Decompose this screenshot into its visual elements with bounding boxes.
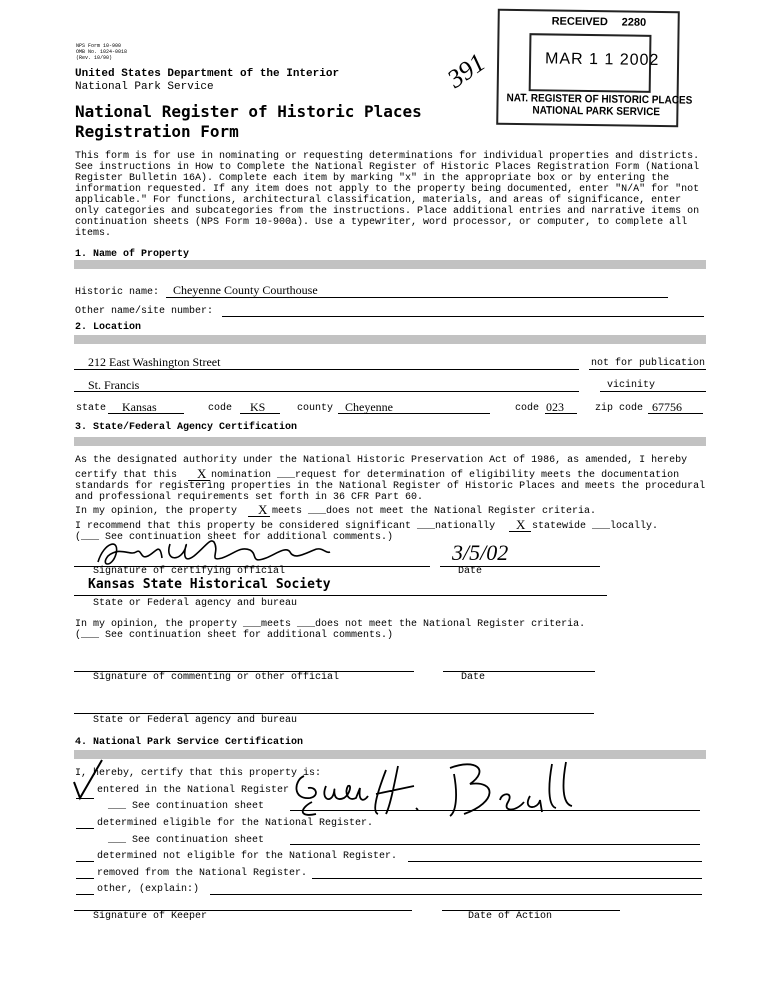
form-title: National Register of Historic Places: [75, 102, 422, 121]
section-2-heading: 2. Location: [75, 322, 142, 333]
removed-label: removed from the National Register.: [97, 868, 308, 879]
intro-line: This form is for use in nominating or requesting determinations for individual properties and districts.: [75, 151, 700, 162]
nfp-line: [589, 369, 706, 370]
see-continuation-1: ___ See continuation sheet: [108, 801, 265, 812]
revision: (Rev. 10/90): [76, 55, 113, 61]
section-divider: [74, 335, 706, 344]
intro-line: See instructions in How to Complete the National Register of Historic Places Registration Form (National: [75, 162, 700, 173]
vicinity[interactable]: vicinity: [607, 380, 656, 391]
statewide-mark[interactable]: X: [516, 517, 526, 532]
eligible-checkbox[interactable]: [76, 828, 94, 829]
see-continuation-2: ___ See continuation sheet: [108, 835, 265, 846]
intro-line: applicable." For functions, architectural classification, materials, and areas of significance, enter: [75, 195, 682, 206]
not-eligible-line: [408, 861, 702, 862]
removed-line: [312, 878, 702, 879]
commenting-date-label: Date: [461, 672, 486, 683]
agency-line: [74, 595, 607, 596]
section-divider: [74, 260, 706, 269]
intro-line: continuation sheets (NPS Form 10-900a). Use a typewriter, word processor, or computer, to complete all: [75, 217, 688, 228]
commenting-signature-label: Signature of commenting or other official: [93, 672, 340, 683]
entered-label: entered in the National Register: [97, 785, 290, 796]
stamp-received: RECEIVED: [551, 15, 608, 29]
cert-signature-label: Signature of certifying official: [93, 566, 286, 577]
section-3-heading: 3. State/Federal Agency Certification: [75, 422, 298, 433]
section-4-heading: 4. National Park Service Certification: [75, 737, 304, 748]
zip-line: [648, 413, 703, 414]
meets-blank: [248, 516, 270, 517]
not-eligible-checkbox[interactable]: [76, 861, 94, 862]
meets-mark[interactable]: X: [258, 502, 268, 517]
entered-checkbox[interactable]: [76, 798, 94, 799]
form-number: NPS Form 10-900: [76, 43, 122, 49]
cert-line-3: standards for registering properties in the National Register of Historic Places and meets the procedural: [75, 481, 706, 492]
historic-name-value[interactable]: Cheyenne County Courthouse: [173, 283, 318, 297]
stamp-date-box: [529, 33, 660, 93]
vicinity-line: [600, 391, 706, 392]
stamp-line-1: NAT. REGISTER OF HISTORIC PLACES: [506, 92, 693, 108]
nps-certify-line: I, hereby, certify that this property is:: [75, 768, 322, 779]
county-line: [338, 413, 490, 414]
eligible-line: [290, 844, 700, 845]
street-value[interactable]: 212 East Washington Street: [88, 355, 221, 369]
intro-line: Register Bulletin 16A). Complete each item by marking "x" in the appropriate box or by entering the: [75, 173, 670, 184]
checkmark-icon: [70, 756, 110, 804]
state-line: [108, 413, 184, 414]
cert-date-label: Date: [458, 566, 483, 577]
opinion-line-a: In my opinion, the property: [75, 506, 238, 517]
recommend-line-b: statewide ___locally.: [532, 521, 659, 532]
section-1-heading: 1. Name of Property: [75, 249, 190, 260]
state-value[interactable]: Kansas: [122, 400, 157, 414]
agency-label: State or Federal agency and bureau: [93, 598, 298, 609]
intro-paragraph: [75, 151, 699, 239]
section-divider: [74, 437, 706, 446]
county-label: county: [297, 403, 334, 414]
handwritten-number: 391: [441, 47, 491, 94]
state-code-line: [240, 413, 280, 414]
street-line: [74, 369, 579, 370]
form-subtitle: Registration Form: [75, 122, 239, 141]
cert-date-value[interactable]: 3/5/02: [452, 540, 509, 565]
historic-name-line: [166, 297, 668, 298]
nomination-mark[interactable]: X: [197, 466, 207, 481]
not-eligible-label: determined not eligible for the National Register.: [97, 851, 398, 862]
intro-line: only categories and subcategories from the instructions. Place additional entries and narrative items on: [75, 206, 700, 217]
county-code-label: code: [515, 403, 540, 414]
received-stamp: [496, 9, 693, 128]
opinion-line-b: meets ___does not meet the National Register criteria.: [272, 506, 597, 517]
not-for-publication[interactable]: not for publication: [591, 358, 706, 369]
city-line: [74, 391, 579, 392]
state-code-label: code: [208, 403, 233, 414]
opinion-2: In my opinion, the property ___meets ___does not meet the National Register criteria.: [75, 619, 586, 630]
agency-value[interactable]: Kansas State Historical Society: [88, 577, 331, 592]
zip-label: zip code: [595, 403, 644, 414]
eligible-label: determined eligible for the National Register.: [97, 818, 374, 829]
intro-line: items.: [75, 228, 112, 239]
cert-line-2a: certify that this: [75, 470, 178, 481]
stamp-received-number: 2280: [621, 16, 647, 29]
city-value[interactable]: St. Francis: [88, 378, 140, 392]
intro-line: information requested. If any item does not apply to the property being documented, enter "N/A" for "not: [75, 184, 700, 195]
keeper-signature: [286, 756, 576, 826]
zip-value[interactable]: 67756: [652, 400, 682, 414]
stamp-line-2: NATIONAL PARK SERVICE: [532, 104, 661, 119]
removed-checkbox[interactable]: [76, 878, 94, 879]
cert-line-1: As the designated authority under the National Historic Preservation Act of 1986, as amended, I hereby: [75, 455, 688, 466]
agency-2-label: State or Federal agency and bureau: [93, 715, 298, 726]
state-code-value[interactable]: KS: [250, 400, 266, 414]
keeper-signature-label: Signature of Keeper: [93, 911, 208, 922]
other-line: [210, 894, 702, 895]
statewide-blank: [509, 531, 531, 532]
other-name-field[interactable]: [222, 316, 704, 317]
other-name-label: Other name/site number:: [75, 306, 214, 317]
recommend-line-a: I recommend that this property be considered significant ___nationally: [75, 521, 496, 532]
county-code-value[interactable]: 023: [546, 400, 564, 414]
cert-line-2b: nomination ___request for determination of eligibility meets the documentation: [211, 470, 680, 481]
state-label: state: [76, 403, 107, 414]
stamp-date: MAR 1 1 2002: [545, 50, 660, 69]
date-of-action-label: Date of Action: [468, 911, 553, 922]
county-code-line: [545, 413, 577, 414]
other-label: other, (explain:): [97, 884, 200, 895]
historic-name-label: Historic name:: [75, 287, 160, 298]
continuation-line: (___ See continuation sheet for additional comments.): [75, 532, 394, 543]
continuation-2: (___ See continuation sheet for additional comments.): [75, 630, 394, 641]
department: United States Department of the Interior: [75, 68, 340, 80]
other-checkbox[interactable]: [76, 894, 94, 895]
service: National Park Service: [75, 81, 214, 93]
omb-number: OMB No. 1024-0018: [76, 49, 128, 55]
agency-2-field[interactable]: [74, 713, 594, 714]
cert-line-4: and professional requirements set forth in 36 CFR Part 60.: [75, 492, 424, 503]
county-value[interactable]: Cheyenne: [345, 400, 393, 414]
